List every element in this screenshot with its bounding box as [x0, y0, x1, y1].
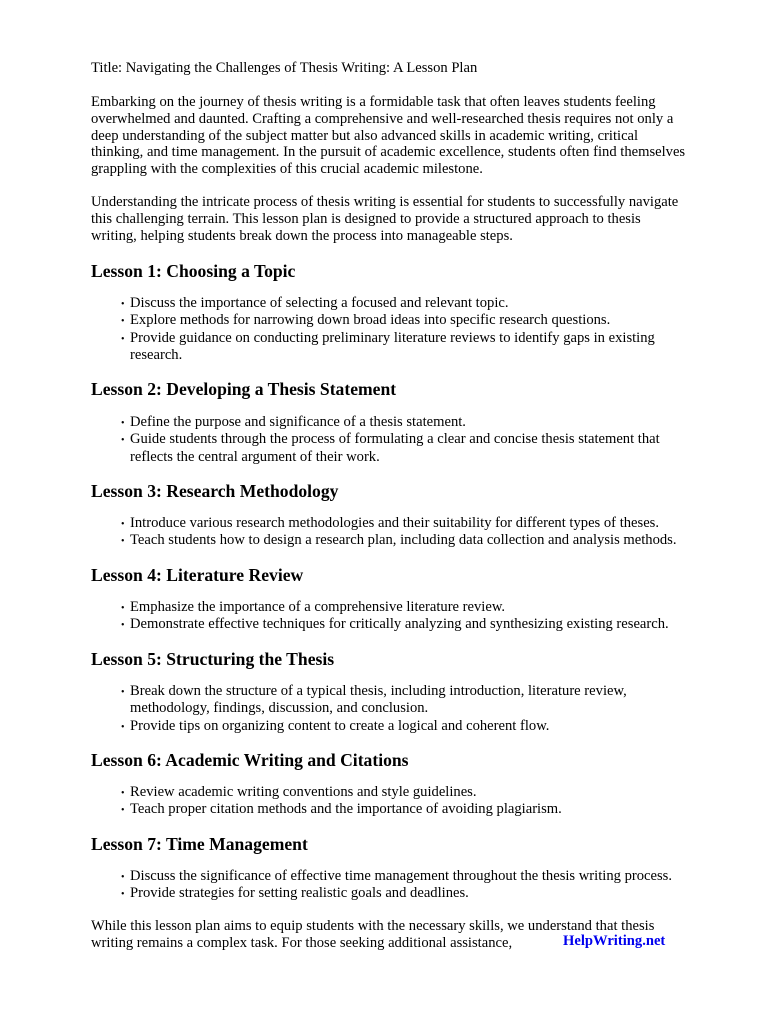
- list-item-text: Provide tips on organizing content to create a logical and coherent flow.: [130, 717, 550, 734]
- intro-paragraph-2: [91, 194, 731, 244]
- list-item: [91, 801, 731, 818]
- intro-paragraph-1: [91, 94, 731, 178]
- list-item: [91, 312, 731, 329]
- bullet-icon: •: [121, 805, 125, 817]
- list-item: [91, 295, 731, 312]
- list-item-text: reflects the central argument of their work.: [130, 448, 380, 465]
- list-item: [91, 414, 731, 431]
- lesson-1-heading: Lesson 1: Choosing a Topic: [91, 261, 296, 281]
- list-item-text: Teach proper citation methods and the importance of avoiding plagiarism.: [130, 801, 562, 818]
- bullet-icon: •: [121, 788, 125, 799]
- bullet-icon: •: [121, 299, 125, 310]
- list-item-text: research.: [130, 346, 183, 363]
- list-item: [91, 784, 731, 801]
- lesson-2-bullet-list: [91, 414, 731, 466]
- document-title: Title: Navigating the Challenges of Thesis Writing: A Lesson Plan: [91, 60, 478, 76]
- paragraph-line: this challenging terrain. This lesson plan is designed to provide a structured approach to thesis: [91, 210, 641, 227]
- lesson-5-heading: Lesson 5: Structuring the Thesis: [91, 649, 335, 669]
- list-item: [91, 599, 731, 616]
- bullet-icon: •: [121, 687, 125, 698]
- list-item: [91, 718, 731, 735]
- bullet-icon: •: [121, 872, 125, 883]
- paragraph-line: writing, helping students break down the process into manageable steps.: [91, 227, 513, 244]
- lesson-5-bullet-list: [91, 683, 731, 735]
- list-item-text: Discuss the significance of effective time management throughout the thesis writing process.: [130, 868, 672, 884]
- lesson-1-bullet-list: [91, 295, 731, 364]
- bullet-icon: •: [121, 620, 125, 632]
- list-item: [91, 330, 731, 365]
- list-item-text: Provide strategies for setting realistic goals and deadlines.: [130, 885, 469, 902]
- list-item: [91, 515, 731, 532]
- list-item-text: Introduce various research methodologies and their suitability for different types of theses.: [130, 515, 660, 531]
- list-item: [91, 431, 731, 466]
- list-item: [91, 532, 731, 549]
- lesson-4-heading: Lesson 4: Literature Review: [91, 565, 304, 585]
- list-item-text: Define the purpose and significance of a thesis statement.: [130, 414, 466, 430]
- list-item-text: Discuss the importance of selecting a focused and relevant topic.: [130, 295, 509, 311]
- paragraph-line: Understanding the intricate process of thesis writing is essential for students to successfully navigate: [91, 194, 679, 210]
- bullet-icon: •: [121, 435, 125, 447]
- lesson-2-heading: Lesson 2: Developing a Thesis Statement: [91, 379, 397, 399]
- list-item: [91, 868, 731, 885]
- bullet-icon: •: [121, 316, 125, 328]
- lesson-7-bullet-list: [91, 868, 731, 903]
- paragraph-line: grappling with the complexities of this crucial academic milestone.: [91, 161, 483, 178]
- bullet-icon: •: [121, 603, 125, 614]
- bullet-icon: •: [121, 333, 125, 345]
- list-item: [91, 885, 731, 902]
- list-item-text: methodology, findings, discussion, and conclusion.: [130, 700, 429, 717]
- lesson-3-bullet-list: [91, 515, 731, 550]
- list-item: [91, 616, 731, 633]
- list-item: [91, 683, 731, 718]
- list-item-text: Review academic writing conventions and style guidelines.: [130, 784, 477, 800]
- helpwriting-link[interactable]: HelpWriting.net: [563, 933, 666, 949]
- bullet-icon: •: [121, 519, 125, 530]
- lesson-6-heading: Lesson 6: Academic Writing and Citations: [91, 750, 409, 770]
- paragraph-line: Embarking on the journey of thesis writing is a formidable task that often leaves students feeling: [91, 94, 656, 110]
- bullet-icon: •: [121, 721, 125, 733]
- paragraph-line: writing remains a complex task. For those seeking additional assistance,: [91, 934, 513, 951]
- paragraph-line: overwhelmed and daunted. Crafting a comprehensive and well-researched thesis requires not only a: [91, 110, 674, 127]
- lesson-6-bullet-list: [91, 784, 731, 819]
- lesson-4-bullet-list: [91, 599, 731, 634]
- bullet-icon: •: [121, 536, 125, 548]
- list-item-text: Provide guidance on conducting preliminary literature reviews to identify gaps in existing: [130, 329, 655, 346]
- list-item-text: Guide students through the process of formulating a clear and concise thesis statement that: [130, 431, 660, 448]
- list-item-text: Teach students how to design a research plan, including data collection and analysis methods.: [130, 532, 677, 549]
- list-item-text: Explore methods for narrowing down broad ideas into specific research questions.: [130, 312, 611, 329]
- lesson-3-heading: Lesson 3: Research Methodology: [91, 481, 339, 501]
- paragraph-line: While this lesson plan aims to equip students with the necessary skills, we understand that thesis: [91, 918, 655, 934]
- bullet-icon: •: [121, 418, 125, 429]
- list-item-text: Emphasize the importance of a comprehensive literature review.: [130, 599, 506, 615]
- bullet-icon: •: [121, 889, 125, 901]
- list-item-text: Demonstrate effective techniques for critically analyzing and synthesizing existing research.: [130, 616, 669, 633]
- paragraph-line: thinking, and time management. In the pursuit of academic excellence, students often find themselves: [91, 144, 686, 161]
- paragraph-line: deep understanding of the subject matter but also advanced skills in academic writing, critical: [91, 127, 639, 144]
- lesson-7-heading: Lesson 7: Time Management: [91, 834, 308, 854]
- list-item-text: Break down the structure of a typical thesis, including introduction, literature review,: [130, 683, 627, 699]
